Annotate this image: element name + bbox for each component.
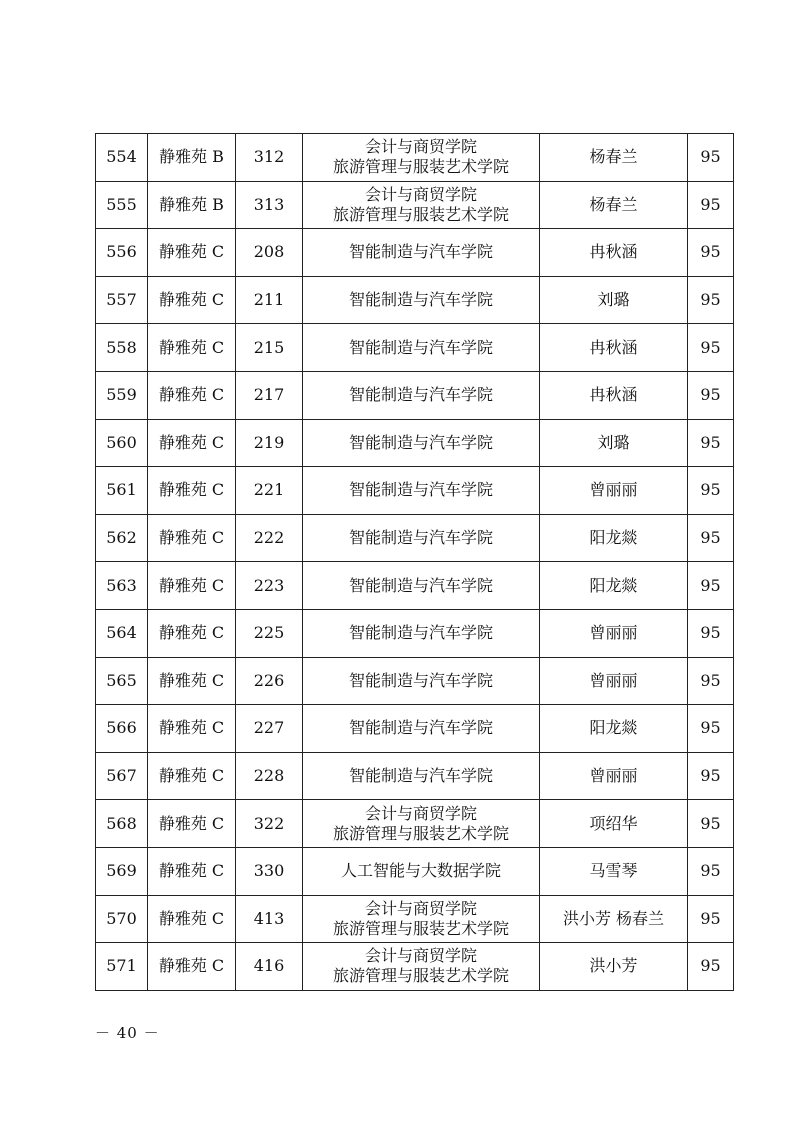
building-cell: 静雅苑 C: [148, 467, 236, 515]
row-number-cell: 568: [96, 800, 148, 848]
room-cell: 208: [236, 229, 303, 277]
score-cell: 95: [688, 943, 734, 991]
college-cell: [303, 514, 540, 562]
college-name-line: 智能制造与汽车学院: [348, 242, 493, 262]
teacher-cell: 杨春兰: [540, 134, 688, 182]
college-cell: [303, 324, 540, 372]
building-cell: 静雅苑 C: [148, 657, 236, 705]
table-body: [96, 134, 734, 991]
college-name-line: 智能制造与汽车学院: [348, 766, 493, 786]
teacher-cell: 阳龙燚: [540, 562, 688, 610]
room-cell: 215: [236, 324, 303, 372]
row-number-cell: 562: [96, 514, 148, 562]
college-cell: [303, 847, 540, 895]
college-name-line: 人工智能与大数据学院: [340, 861, 501, 881]
building-cell: 静雅苑 C: [148, 847, 236, 895]
teacher-cell: 洪小芳: [540, 943, 688, 991]
room-cell: 322: [236, 800, 303, 848]
score-cell: 95: [688, 181, 734, 229]
room-cell: 312: [236, 134, 303, 182]
score-cell: 95: [688, 419, 734, 467]
teacher-cell: 洪小芳 杨春兰: [540, 895, 688, 943]
college-cell: [303, 943, 540, 991]
college-name-line: 智能制造与汽车学院: [348, 623, 493, 643]
table-row: [96, 324, 734, 372]
table-row: [96, 467, 734, 515]
college-cell: [303, 609, 540, 657]
teacher-cell: 刘璐: [540, 276, 688, 324]
row-number-cell: 559: [96, 371, 148, 419]
teacher-cell: 阳龙燚: [540, 705, 688, 753]
room-cell: 413: [236, 895, 303, 943]
building-cell: 静雅苑 C: [148, 800, 236, 848]
building-cell: 静雅苑 C: [148, 419, 236, 467]
college-name-line: 智能制造与汽车学院: [348, 290, 493, 310]
dormitory-score-table: [95, 133, 734, 991]
row-number-cell: 567: [96, 752, 148, 800]
row-number-cell: 569: [96, 847, 148, 895]
building-cell: 静雅苑 C: [148, 895, 236, 943]
row-number-cell: 570: [96, 895, 148, 943]
teacher-cell: 杨春兰: [540, 181, 688, 229]
table-row: [96, 276, 734, 324]
college-name-line: 智能制造与汽车学院: [348, 385, 493, 405]
college-cell: [303, 752, 540, 800]
college-cell: [303, 229, 540, 277]
table-row: [96, 134, 734, 182]
score-cell: 95: [688, 371, 734, 419]
college-cell: [303, 800, 540, 848]
college-name-line: 会计与商贸学院: [364, 803, 477, 823]
row-number-cell: 561: [96, 467, 148, 515]
room-cell: 225: [236, 609, 303, 657]
college-cell: [303, 134, 540, 182]
building-cell: 静雅苑 B: [148, 134, 236, 182]
college-cell: [303, 895, 540, 943]
college-name-line: 旅游管理与服装艺术学院: [332, 157, 509, 177]
college-name-line: 旅游管理与服装艺术学院: [332, 966, 509, 986]
row-number-cell: 565: [96, 657, 148, 705]
table-row: [96, 895, 734, 943]
table-row: [96, 371, 734, 419]
room-cell: 330: [236, 847, 303, 895]
score-cell: 95: [688, 705, 734, 753]
table-row: [96, 800, 734, 848]
college-cell: [303, 419, 540, 467]
building-cell: 静雅苑 C: [148, 752, 236, 800]
college-name-line: 旅游管理与服装艺术学院: [332, 204, 509, 224]
row-number-cell: 557: [96, 276, 148, 324]
score-cell: 95: [688, 324, 734, 372]
row-number-cell: 554: [96, 134, 148, 182]
table-row: [96, 419, 734, 467]
score-cell: 95: [688, 467, 734, 515]
room-cell: 221: [236, 467, 303, 515]
college-name-line: 智能制造与汽车学院: [348, 337, 493, 357]
teacher-cell: 项绍华: [540, 800, 688, 848]
room-cell: 217: [236, 371, 303, 419]
table-row: [96, 847, 734, 895]
room-cell: 228: [236, 752, 303, 800]
score-cell: 95: [688, 562, 734, 610]
table-row: [96, 229, 734, 277]
college-cell: [303, 467, 540, 515]
score-cell: 95: [688, 847, 734, 895]
college-name-line: 智能制造与汽车学院: [348, 480, 493, 500]
row-number-cell: 566: [96, 705, 148, 753]
building-cell: 静雅苑 C: [148, 371, 236, 419]
page-number: － 40 －: [95, 1024, 160, 1042]
college-cell: [303, 657, 540, 705]
score-cell: 95: [688, 752, 734, 800]
teacher-cell: 冉秋涵: [540, 324, 688, 372]
building-cell: 静雅苑 C: [148, 943, 236, 991]
score-cell: 95: [688, 657, 734, 705]
building-cell: 静雅苑 C: [148, 705, 236, 753]
college-cell: [303, 371, 540, 419]
college-name-line: 会计与商贸学院: [364, 946, 477, 966]
row-number-cell: 555: [96, 181, 148, 229]
table-row: [96, 562, 734, 610]
table-row: [96, 752, 734, 800]
room-cell: 211: [236, 276, 303, 324]
teacher-cell: 曾丽丽: [540, 609, 688, 657]
college-name-line: 智能制造与汽车学院: [348, 575, 493, 595]
college-name-line: 会计与商贸学院: [364, 184, 477, 204]
college-cell: [303, 276, 540, 324]
college-cell: [303, 562, 540, 610]
row-number-cell: 560: [96, 419, 148, 467]
teacher-cell: 冉秋涵: [540, 229, 688, 277]
teacher-cell: 冉秋涵: [540, 371, 688, 419]
room-cell: 223: [236, 562, 303, 610]
row-number-cell: 556: [96, 229, 148, 277]
score-cell: 95: [688, 229, 734, 277]
score-cell: 95: [688, 800, 734, 848]
college-cell: [303, 181, 540, 229]
table-row: [96, 943, 734, 991]
college-name-line: 会计与商贸学院: [364, 137, 477, 157]
room-cell: 416: [236, 943, 303, 991]
room-cell: 222: [236, 514, 303, 562]
room-cell: 219: [236, 419, 303, 467]
table-row: [96, 657, 734, 705]
college-name-line: 智能制造与汽车学院: [348, 432, 493, 452]
room-cell: 313: [236, 181, 303, 229]
building-cell: 静雅苑 C: [148, 562, 236, 610]
college-name-line: 会计与商贸学院: [364, 898, 477, 918]
teacher-cell: 刘璐: [540, 419, 688, 467]
college-name-line: 旅游管理与服装艺术学院: [332, 918, 509, 938]
building-cell: 静雅苑 C: [148, 324, 236, 372]
table-row: [96, 705, 734, 753]
score-cell: 95: [688, 514, 734, 562]
building-cell: 静雅苑 C: [148, 609, 236, 657]
teacher-cell: 阳龙燚: [540, 514, 688, 562]
building-cell: 静雅苑 B: [148, 181, 236, 229]
college-name-line: 智能制造与汽车学院: [348, 528, 493, 548]
building-cell: 静雅苑 C: [148, 229, 236, 277]
teacher-cell: 曾丽丽: [540, 657, 688, 705]
table-row: [96, 609, 734, 657]
room-cell: 226: [236, 657, 303, 705]
score-cell: 95: [688, 609, 734, 657]
score-cell: 95: [688, 134, 734, 182]
building-cell: 静雅苑 C: [148, 514, 236, 562]
room-cell: 227: [236, 705, 303, 753]
score-cell: 95: [688, 276, 734, 324]
building-cell: 静雅苑 C: [148, 276, 236, 324]
table-row: [96, 514, 734, 562]
row-number-cell: 564: [96, 609, 148, 657]
row-number-cell: 558: [96, 324, 148, 372]
teacher-cell: 曾丽丽: [540, 752, 688, 800]
college-cell: [303, 705, 540, 753]
college-name-line: 智能制造与汽车学院: [348, 718, 493, 738]
table-row: [96, 181, 734, 229]
row-number-cell: 563: [96, 562, 148, 610]
score-cell: 95: [688, 895, 734, 943]
college-name-line: 智能制造与汽车学院: [348, 670, 493, 690]
row-number-cell: 571: [96, 943, 148, 991]
teacher-cell: 曾丽丽: [540, 467, 688, 515]
college-name-line: 旅游管理与服装艺术学院: [332, 823, 509, 843]
teacher-cell: 马雪琴: [540, 847, 688, 895]
